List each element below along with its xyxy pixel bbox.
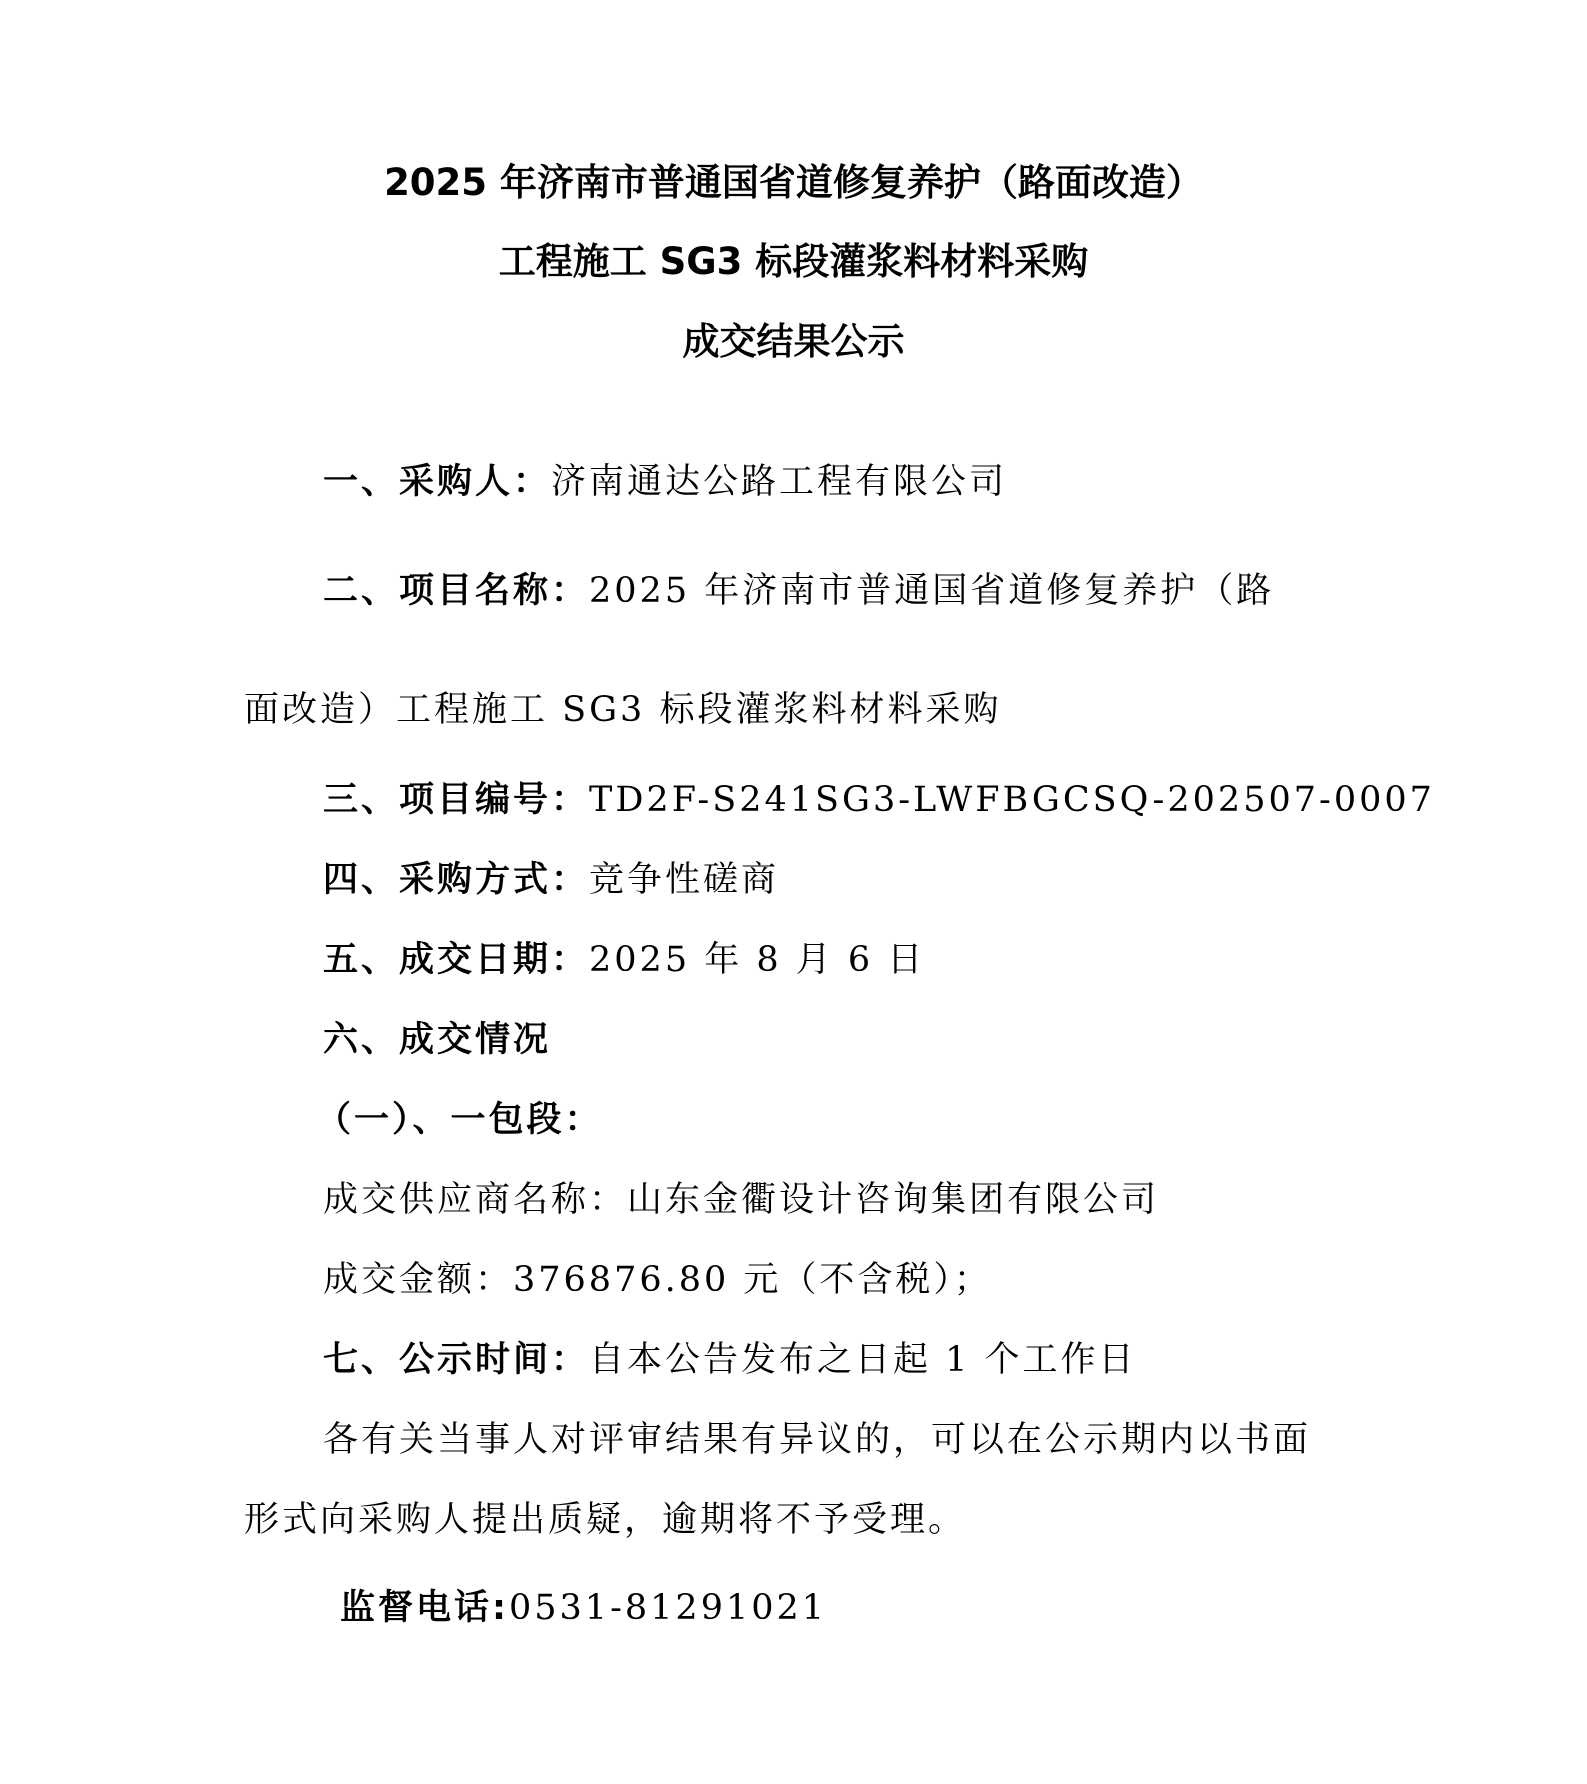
purchaser-row — [323, 458, 1007, 506]
notice-period-label: 七、公示时间： — [323, 1340, 590, 1380]
title-line-3: 成交结果公示 — [682, 320, 905, 363]
title-line-2: 工程施工 SG3 标段灌浆料材料采购 — [498, 240, 1089, 283]
procurement-method-row — [323, 856, 779, 904]
project-name-row — [323, 567, 1274, 615]
purchaser-label: 一、采购人： — [323, 462, 552, 502]
deal-date-label: 五、成交日期： — [323, 940, 590, 980]
procurement-method-value: 竞争性磋商 — [589, 860, 780, 900]
project-name-continuation: 面改造）工程施工 SG3 标段灌浆料材料采购 — [244, 690, 1002, 730]
project-number-row — [323, 776, 1435, 824]
supplier-row: 成交供应商名称：山东金衢设计咨询集团有限公司 — [323, 1180, 1160, 1220]
project-number-value: TD2F-S241SG3-LWFBGCSQ-202507-0007 — [589, 780, 1435, 820]
project-name-value-line1: 2025 年济南市普通国省道修复养护（路 — [589, 571, 1275, 611]
deal-status-label: 六、成交情况 — [323, 1020, 552, 1060]
amount-row: 成交金额：376876.80 元（不含税）； — [323, 1260, 992, 1300]
title-line-1: 2025 年济南市普通国省道修复养护（路面改造） — [384, 161, 1203, 204]
package-one-row — [316, 1096, 603, 1144]
objection-line-2: 形式向采购人提出质疑，逾期将不予受理。 — [244, 1500, 967, 1540]
procurement-method-label: 四、采购方式： — [323, 860, 590, 900]
deal-date-row — [323, 936, 925, 984]
supervision-phone-row — [340, 1584, 827, 1632]
notice-period-row — [323, 1336, 1137, 1384]
notice-period-value: 自本公告发布之日起 1 个工作日 — [589, 1340, 1137, 1380]
supervision-phone-label: 监督电话: — [340, 1588, 509, 1628]
project-name-label: 二、项目名称： — [323, 571, 590, 611]
deal-status-row — [323, 1016, 551, 1064]
project-number-label: 三、项目编号： — [323, 780, 590, 820]
objection-line-1: 各有关当事人对评审结果有异议的，可以在公示期内以书面 — [323, 1420, 1312, 1460]
package-one-label: （一）、一包段： — [316, 1100, 603, 1140]
deal-date-value: 2025 年 8 月 6 日 — [589, 940, 926, 980]
supervision-phone-value: 0531-81291021 — [509, 1588, 828, 1628]
purchaser-value: 济南通达公路工程有限公司 — [551, 462, 1008, 502]
